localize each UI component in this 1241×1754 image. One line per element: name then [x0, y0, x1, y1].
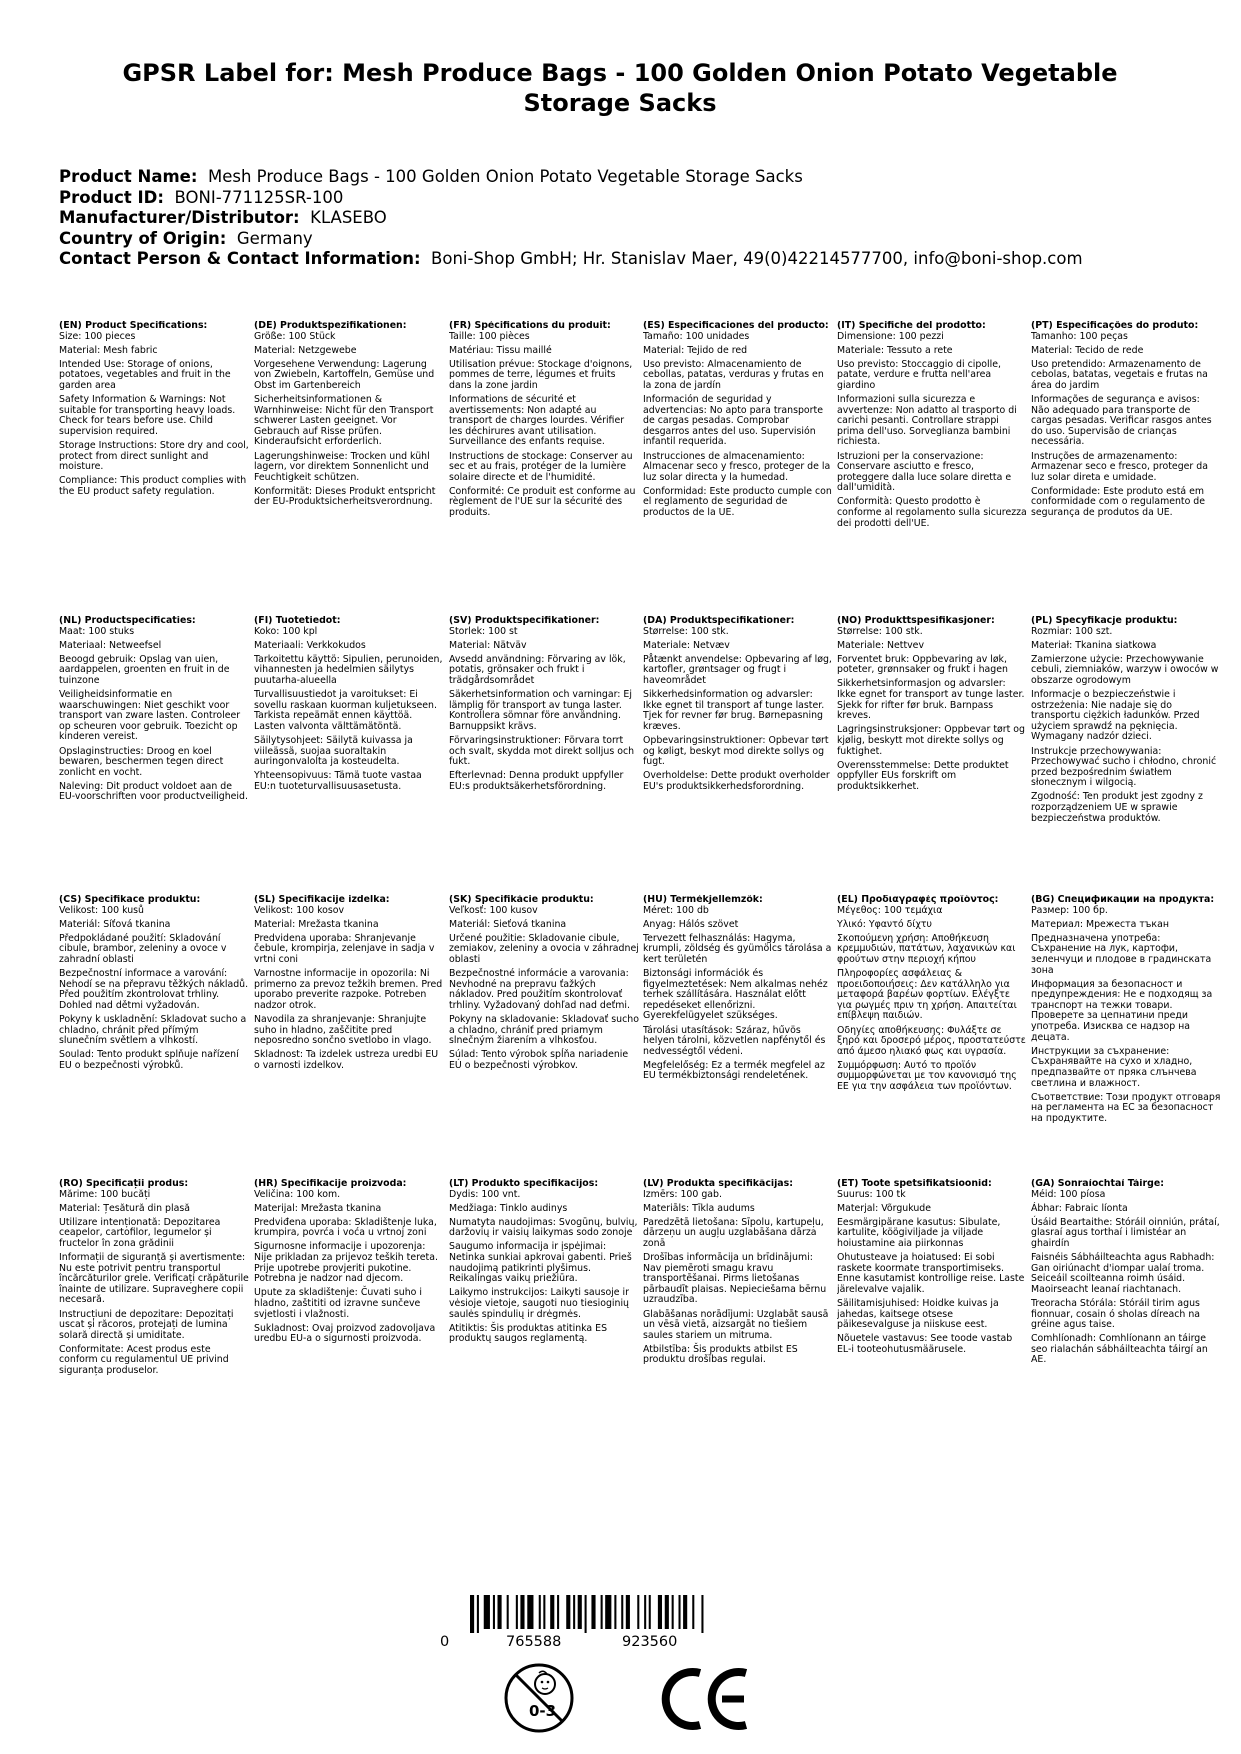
- spec-header: (EL) Προδιαγραφές προϊόντος:: [837, 895, 999, 905]
- spec-line: Konformität: Dieses Produkt entspricht der EU-Produktsicherheitsverordnung.: [254, 485, 436, 508]
- spec-line: Påtænkt anvendelse: Opbevaring af løg, kartofler, grøntsager og frugt i haveområdet: [643, 653, 832, 686]
- spec-line: Overensstemmelse: Dette produktet oppfyller EUs forskrift om produktsikkerhet.: [837, 759, 1009, 792]
- spec-line: Varnostne informacije in opozorila: Ni primerno za prevoz težkih bremen. Pred uporabo preverite razpoke. Potreben nadzor otrok.: [254, 968, 443, 1011]
- barcode-bar: [566, 1595, 570, 1629]
- spec-line: Veiligheidsinformatie en waarschuwingen: Niet geschikt voor transport van zware lasten. Controleer op scheuren voor gebruik. Toezicht op kinderen vereist.: [59, 689, 241, 743]
- spec-line: Предназначена употреба: Съхранение на лук, картофи, зеленчуци и плодове в градинската зона: [1031, 932, 1212, 976]
- spec-header: (HR) Specifikacije proizvoda:: [254, 1179, 407, 1189]
- barcode-bar: [637, 1595, 639, 1629]
- spec-line: Rozmiar: 100 szt.: [1031, 625, 1113, 637]
- spec-line: Comhlíonadh: Comhlíonann an táirge seo rialachán sábháilteachta táirgí an AE.: [1031, 1333, 1208, 1366]
- spec-block-bg: [1031, 895, 1221, 1128]
- spec-line: Medžiaga: Tinklo audinys: [449, 1202, 568, 1214]
- spec-header: (PL) Specyfikacje produktu:: [1031, 616, 1178, 626]
- spec-line: Glabāšanas norādījumi: Uzglabāt sausā un vēsā vietā, aizsargāt no tiešiem saules stariem un mitruma.: [643, 1308, 829, 1341]
- spec-block-fi: [254, 616, 444, 796]
- spec-line: Opbevaringsinstruktioner: Opbevar tørt og køligt, beskyt mod direkte sollys og fugt.: [643, 734, 829, 768]
- spec-line: Informações de segurança e avisos: Não adequado para transporte de cargas pesadas. Verificar rasgos antes do uso. Supervisão de crianças necessária.: [1031, 394, 1212, 448]
- barcode-bar: [658, 1595, 662, 1629]
- barcode-bar: [665, 1595, 669, 1629]
- spec-line: Säilytysohjeet: Säilytä kuivassa ja viileässä, suojaa suoraltakin auringonvalolta ja kosteudelta.: [254, 734, 413, 768]
- spec-line: Materiál: Sieťová tkanina: [449, 918, 567, 930]
- spec-line: Zamierzone użycie: Przechowywanie cebuli, ziemniaków, warzyw i owoców w obszarze ogrodowym: [1031, 653, 1219, 686]
- spec-line: Πληροφορίες ασφάλειας & προειδοποιήσεις: Δεν κατάλληλο για μεταφορά βαρέων φορτίων. Ελέγξτε για ρωγμές πριν τη χρήση. Απαιτείται επίβλεψη παιδιών.: [837, 968, 1017, 1022]
- barcode-bar: [692, 1595, 694, 1629]
- spec-header: (DE) Produktspezifikationen:: [254, 321, 407, 331]
- spec-line: Anyag: Hálós szövet: [643, 918, 739, 930]
- info-row: [59, 208, 1189, 229]
- spec-line: Informations de sécurité et avertissements: Non adapté au transport de charges lourdes. Vérifier les déchirures avant utilisation. Surveillance des enfants requise.: [449, 394, 625, 448]
- spec-line: Instructions de stockage: Conserver au sec et au frais, protéger de la lumière solaire directe et de l'humidité.: [449, 450, 633, 483]
- spec-line: Sigurnosne informacije i upozorenja: Nije prikladan za prijevoz teških tereta. Prije upotrebe provjeriti pukotine. Potrebna je nadzor nad djecom.: [254, 1241, 438, 1285]
- spec-line: Veľkosť: 100 kusov: [449, 904, 538, 916]
- spec-line: Pokyny na skladovanie: Skladovať sucho a chladno, chrániť pred priamym slnečným žiarením a vlhkosťou.: [449, 1013, 639, 1047]
- barcode-bar: [527, 1595, 533, 1629]
- spec-line: Avsedd användning: Förvaring av lök, potatis, grönsaker och frukt i trädgårdsområdet: [449, 653, 626, 686]
- spec-line: Säilitamisjuhised: Hoidke kuivas ja jahedas, kaitsege otsese päikesevalguse ja niiskuse eest.: [837, 1297, 999, 1331]
- spec-header: (CS) Specifikace produktu:: [59, 895, 201, 905]
- spec-block-da: [643, 616, 833, 796]
- spec-line: Sicherheitsinformationen & Warnhinweise: Nicht für den Transport schwerer Lasten geeignet. Vor Gebrauch auf Risse prüfen. Kinderaufsicht erforderlich.: [254, 394, 434, 448]
- spec-line: Matériau: Tissu maillé: [449, 344, 552, 356]
- spec-line: Yhteensopivuus: Tämä tuote vastaa EU:n tuoteturvallisuusasetusta.: [254, 770, 422, 792]
- spec-line: Μέγεθος: 100 τεμάχια: [837, 904, 943, 916]
- spec-line: Safety Information & Warnings: Not suitable for transporting heavy loads. Check for tears before use. Child supervision required.: [59, 394, 236, 437]
- barcode-bar: [557, 1595, 559, 1629]
- spec-line: Dydis: 100 vnt.: [449, 1188, 521, 1200]
- spec-line: Size: 100 pieces: [59, 330, 136, 342]
- spec-line: Tervezett felhasználás: Hagyma, krumpli, zöldség és gyümölcs tárolása a kert területén: [643, 932, 832, 965]
- spec-line: Conformità: Questo prodotto è conforme al regolamento sulla sicurezza dei prodotti dell'UE.: [837, 496, 1027, 529]
- spec-line: Numatyta naudojimas: Svogūnų, bulvių, daržovių ir vaisių laikymas sodo zonoje: [449, 1216, 638, 1239]
- spec-block-lt: [449, 1179, 639, 1348]
- spec-line: Lagringsinstruksjoner: Oppbevar tørt og kjølig, beskytt mot direkte sollys og fuktighet.: [837, 724, 1025, 757]
- spec-line: Izmērs: 100 gab.: [643, 1188, 722, 1200]
- spec-line: Storage Instructions: Store dry and cool, protect from direct sunlight and moisture.: [59, 439, 249, 473]
- barcode-bar: [585, 1595, 587, 1633]
- spec-block-el: [837, 895, 1027, 1096]
- spec-block-sl: [254, 895, 444, 1075]
- spec-line: Efterlevnad: Denna produkt uppfyller EU:s produktsäkerhetsförordning.: [449, 770, 624, 792]
- spec-line: Förvaringsinstruktioner: Förvara torrt och svalt, skydda mot direkt solljus och fukt.: [449, 734, 635, 768]
- spec-line: Biztonsági információk és figyelmeztetések: Nem alkalmas nehéz terhek szállítására. Használat előtt repedéseket ellenőrizni. Gyerekfelügyelet szükséges.: [643, 968, 828, 1022]
- spec-header: (NO) Produkttspesifikasjoner:: [837, 616, 995, 626]
- spec-line: Material: Tejido de red: [643, 344, 748, 356]
- spec-line: Intended Use: Storage of onions, potatoes, vegetables and fruit in the garden area: [59, 358, 231, 391]
- info-value: Germany: [236, 228, 313, 248]
- info-row: [59, 249, 1189, 270]
- spec-line: Material: Netzgewebe: [254, 344, 357, 356]
- spec-line: Conformité: Ce produit est conforme au règlement de l'UE sur la sécurité des produits.: [449, 485, 636, 518]
- spec-line: Sikkerhetsinformasjon og advarsler: Ikke egnet for transport av tunge laster. Sjekk for rifter før bruk. Barnpass kreves.: [837, 678, 1025, 722]
- spec-block-nl: [59, 616, 249, 807]
- spec-line: Upute za skladištenje: Čuvati suho i hladno, zaštititi od izravne sunčeve svjetlosti i vlažnosti.: [254, 1287, 422, 1320]
- spec-line: Instrukcje przechowywania: Przechowywać sucho i chłodno, chronić przed bezpośrednim światłem słonecznym i wilgocią.: [1031, 745, 1217, 789]
- spec-line: Conformidad: Este producto cumple con el reglamento de seguridad de productos de la UE.: [643, 485, 832, 518]
- spec-block-ro: [59, 1179, 249, 1380]
- spec-header: (FR) Spécifications du produit:: [449, 321, 611, 331]
- spec-block-et: [837, 1179, 1027, 1359]
- barcode-middle-digits: 765588: [506, 1634, 562, 1650]
- barcode-bar: [683, 1595, 687, 1629]
- barcode-bar: [493, 1595, 495, 1629]
- spec-line: Megfelelőség: Ez a termék megfelel az EU termékbiztonsági rendeletének.: [643, 1059, 825, 1082]
- barcode-bar: [543, 1595, 545, 1629]
- spec-line: Atbilstība: Šis produkts atbilst ES produktu drošības regulai.: [643, 1343, 798, 1366]
- spec-line: Veličina: 100 kom.: [254, 1188, 341, 1200]
- spec-header: (SK) Špecifikácie produktu:: [449, 895, 594, 905]
- info-label: Country of Origin:: [59, 228, 227, 248]
- barcode-bar: [507, 1595, 509, 1629]
- spec-line: Bezpečnostní informace a varování: Nehodí se na přepravu těžkých nákladů. Před použitím zkontrolovat trhliny. Dohled nad dětmi vyžadován.: [59, 968, 249, 1011]
- barcode-bar: [484, 1595, 490, 1629]
- spec-line: Zgodność: Ten produkt jest zgodny z rozporządzeniem UE w sprawie bezpieczeństwa produktów.: [1031, 791, 1203, 824]
- spec-line: Informazioni sulla sicurezza e avvertenze: Non adatto al trasporto di carichi pesanti. Controllare strappi prima dell'uso. Sorveglianza bambini richiesta.: [837, 394, 1017, 448]
- barcode-bar: [470, 1595, 474, 1633]
- spec-line: Materiaal: Netweefsel: [59, 639, 162, 651]
- info-value: Mesh Produce Bags - 100 Golden Onion Potato Vegetable Storage Sacks: [207, 167, 803, 186]
- info-row: [59, 188, 1189, 209]
- spec-line: Bezpečnostné informácie a varovania: Nevhodné na prepravu ťažkých nákladov. Pred použitím skontrolovať trhliny. Vyžadovaný dohľad nad deťmi.: [449, 968, 631, 1011]
- spec-line: Informacje o bezpieczeństwie i ostrzeżenia: Nie nadaje się do transportu ciężkich ładunków. Przed użyciem sprawdź na pęknięcia. Wymagany nadzór dzieci.: [1031, 689, 1200, 743]
- spec-line: Materiāls: Tīkla audums: [643, 1202, 755, 1214]
- spec-header: (LT) Produkto specifikacijos:: [449, 1179, 599, 1189]
- page-title: GPSR Label for: Mesh Produce Bags - 100 Golden Onion Potato Vegetable Storage Sacks: [122, 59, 1118, 117]
- barcode-bar: [605, 1595, 611, 1629]
- spec-line: Taille: 100 pièces: [449, 330, 530, 342]
- spec-line: Información de seguridad y advertencias: No apto para transporte de cargas pesadas. Comprobar desgarros antes del uso. Supervisión infantil requerida.: [643, 394, 823, 448]
- spec-line: Material: Mrežasta tkanina: [254, 918, 379, 930]
- spec-block-no: [837, 616, 1027, 796]
- spec-block-hu: [643, 895, 833, 1086]
- spec-line: Uso previsto: Almacenamiento de cebollas, patatas, verduras y frutas en la zona de jardín: [643, 358, 824, 391]
- spec-header: (GA) Sonraíochtaí Táirge:: [1031, 1179, 1164, 1189]
- spec-line: Material: Tecido de rede: [1031, 344, 1144, 356]
- spec-line: Ábhar: Fabraic líonta: [1031, 1202, 1128, 1214]
- barcode-bar: [573, 1595, 575, 1629]
- spec-line: Nõuetele vastavus: See toode vastab EL-i tooteohutusmäärusele.: [837, 1333, 1013, 1355]
- spec-block-en: [59, 321, 249, 501]
- spec-line: Tarkoitettu käyttö: Sipulien, perunoiden, vihannesten ja hedelmien säilytys puutarha-alueella: [254, 653, 443, 686]
- spec-line: Størrelse: 100 stk.: [643, 625, 729, 637]
- spec-line: Atitiktis: Šis produktas atitinka ES produktų saugos reglamentą.: [449, 1322, 608, 1345]
- spec-block-es: [643, 321, 833, 522]
- spec-block-pl: [1031, 616, 1221, 828]
- spec-line: Úsáid Beartaithe: Stóráil oinniún, prátaí, glasraí agus torthaí i limistéar an ghairdín: [1031, 1216, 1220, 1249]
- info-label: Contact Person & Contact Information:: [59, 249, 421, 268]
- spec-block-de: [254, 321, 444, 512]
- spec-line: Οδηγίες αποθήκευσης: Φυλάξτε σε ξηρό και δροσερό μέρος, προστατεύστε από άμεσο ηλιακό φως και υγρασία.: [837, 1024, 1026, 1057]
- spec-line: Maat: 100 stuks: [59, 625, 135, 637]
- spec-line: Utilisation prévue: Stockage d'oignons, pommes de terre, légumes et fruits dans la zone jardin: [449, 358, 633, 391]
- spec-line: Instrucțiuni de depozitare: Depozitați uscat și răcoros, protejați de lumina solară directă și umiditate.: [59, 1308, 234, 1341]
- spec-line: Eesmärgipärane kasutus: Sibulate, kartulite, köögiviljade ja viljade hoiustamine aia piirkonnas: [837, 1216, 1001, 1249]
- barcode-bar: [601, 1595, 603, 1629]
- product-info: [59, 167, 1189, 270]
- barcode-bar: [520, 1595, 524, 1629]
- spec-line: Instruções de armazenamento: Armazenar seco e fresco, proteger da luz solar direta e umidade.: [1031, 450, 1208, 483]
- spec-header: (FI) Tuotetiedot:: [254, 616, 341, 626]
- spec-line: Materiale: Nettvev: [837, 639, 924, 651]
- barcode-bar: [679, 1595, 681, 1629]
- spec-line: Материал: Мрежеста тъкан: [1031, 918, 1169, 930]
- spec-block-sk: [449, 895, 639, 1075]
- spec-block-hr: [254, 1179, 444, 1348]
- spec-line: Instrucciones de almacenamiento: Almacenar seco y fresco, proteger de la luz solar directa y la humedad.: [643, 450, 831, 483]
- barcode-bar: [614, 1595, 616, 1629]
- spec-line: Dimensione: 100 pezzi: [837, 330, 944, 342]
- info-value: KLASEBO: [310, 208, 387, 227]
- barcode-bar: [649, 1595, 651, 1629]
- barcode-bar: [477, 1595, 479, 1633]
- spec-header: (SV) Produktspecifikationer:: [449, 616, 600, 626]
- spec-line: Materiale: Netvæv: [643, 639, 730, 651]
- spec-header: (PT) Especificações do produto:: [1031, 321, 1199, 331]
- spec-block-it: [837, 321, 1027, 533]
- spec-header: (ET) Toote spetsifikatsioonid:: [837, 1179, 992, 1189]
- spec-line: Tamaño: 100 unidades: [643, 330, 750, 342]
- spec-line: Opslaginstructies: Droog en koel bewaren, beschermen tegen direct zonlicht en vocht.: [59, 745, 224, 778]
- spec-line: Určené použitie: Skladovanie cibule, zemiakov, zeleniny a ovocia v záhradnej oblasti: [449, 932, 639, 965]
- barcode-left-digit: 0: [440, 1634, 450, 1650]
- barcode-bar: [539, 1595, 541, 1629]
- spec-line: Materijal: Mrežasta tkanina: [254, 1202, 382, 1214]
- ce-mark-icon: [660, 1665, 752, 1733]
- barcode-bar: [626, 1595, 630, 1629]
- info-label: Product ID:: [59, 187, 164, 207]
- spec-header: (RO) Specificații produs:: [59, 1179, 189, 1189]
- spec-header: (SL) Specifikacije izdelka:: [254, 895, 390, 905]
- spec-block-ga: [1031, 1179, 1221, 1370]
- spec-line: Mărime: 100 bucăți: [59, 1188, 151, 1200]
- barcode-bar: [621, 1595, 623, 1629]
- spec-line: Инструкции за съхранение: Съхранявайте на сухо и хладно, предпазвайте от пряка слънчева светлина и влажност.: [1031, 1045, 1197, 1089]
- spec-block-fr: [449, 321, 639, 522]
- spec-header: (EN) Product Specifications:: [59, 321, 208, 331]
- spec-line: Forventet bruk: Oppbevaring av løk, poteter, grønnsaker og frukt i hagen: [837, 653, 1008, 676]
- spec-line: Größe: 100 Stück: [254, 330, 336, 342]
- spec-line: Faisnéis Sábháilteachta agus Rabhadh: Gan oiriúnacht d'iompar ualaí troma. Seiceáil scoilteanna roimh úsáid. Maoirseacht leanaí riachtanach.: [1031, 1252, 1215, 1295]
- spec-line: Информация за безопасност и предупреждения: Не е подходящ за транспорт на тежки товари. Проверете за цепнатини преди употреба. Изисква се надзор на децата.: [1031, 978, 1213, 1043]
- spec-block-lv: [643, 1179, 833, 1370]
- spec-line: Material: Țesătură din plasă: [59, 1202, 190, 1214]
- spec-line: Conformitate: Acest produs este conform cu regulamentul UE privind siguranța produselor.: [59, 1343, 229, 1376]
- spec-line: Material: Mesh fabric: [59, 344, 158, 356]
- spec-block-pt: [1031, 321, 1221, 522]
- info-label: Product Name:: [59, 167, 198, 186]
- spec-line: Sukladnost: Ovaj proizvod zadovoljava uredbu EU-a o sigurnosti proizvoda.: [254, 1322, 436, 1345]
- spec-line: Skladnost: Ta izdelek ustreza uredbi EU o varnosti izdelkov.: [254, 1049, 439, 1071]
- spec-header: (NL) Productspecificaties:: [59, 616, 196, 626]
- spec-header: (IT) Specifiche del prodotto:: [837, 321, 986, 331]
- spec-line: Materjal: Võrgukude: [837, 1202, 932, 1214]
- spec-line: Predviđena uporaba: Skladištenje luka, krumpira, povrća i voća u vrtnoj zoni: [254, 1216, 437, 1239]
- spec-line: Suurus: 100 tk: [837, 1188, 906, 1200]
- spec-line: Beoogd gebruik: Opslag van uien, aardappelen, groenten en fruit in de tuinzone: [59, 653, 230, 686]
- spec-line: Předpokládané použití: Skladování cibule, brambor, zeleniny a ovoce v zahradní oblasti: [59, 932, 227, 965]
- spec-line: Predvidena uporaba: Shranjevanje čebule, krompirja, zelenjave in sadja v vrtni coni: [254, 932, 435, 965]
- spec-header: (HU) Termékjellemzők:: [643, 895, 763, 905]
- spec-line: Materiál: Síťová tkanina: [59, 918, 171, 930]
- barcode-bar: [516, 1595, 518, 1629]
- spec-line: Súlad: Tento výrobok spĺňa nariadenie EÚ o bezpečnosti výrobkov.: [449, 1049, 629, 1071]
- spec-line: Σκοπούμενη χρήση: Αποθήκευση κρεμμυδιών, πατάτων, λαχανικών και φρούτων στην περιοχή κήπου: [837, 932, 1016, 965]
- spec-line: Méid: 100 píosa: [1031, 1188, 1106, 1200]
- info-value: BONI-771125SR-100: [174, 187, 344, 207]
- spec-line: Velikost: 100 kosov: [254, 904, 345, 916]
- spec-line: Soulad: Tento produkt splňuje nařízení EU o bezpečnosti výrobků.: [59, 1049, 239, 1071]
- spec-line: Lagerungshinweise: Trocken und kühl lagern, vor direktem Sonnenlicht und Feuchtigkeit schützen.: [254, 450, 430, 483]
- info-value: Boni-Shop GmbH; Hr. Stanislav Maer, 49(0)42214577700, info@boni-shop.com: [431, 249, 1083, 268]
- spec-block-sv: [449, 616, 639, 796]
- spec-line: Informații de siguranță și avertismente: Nu este potrivit pentru transportul încărcăturilor grele. Verificați crăpăturile înainte de utilizare. Supraveghere copii necesară.: [59, 1252, 249, 1306]
- spec-line: Turvallisuustiedot ja varoitukset: Ei sovellu raskaan kuorman kuljetukseen. Tarkista repeämät ennen käyttöä. Lasten valvonta välttämätöntä.: [254, 689, 437, 732]
- spec-line: Størrelse: 100 stk.: [837, 625, 923, 637]
- barcode-bar: [550, 1595, 554, 1629]
- info-row: [59, 229, 1189, 250]
- spec-line: Materiale: Tessuto a rete: [837, 344, 953, 356]
- spec-line: Compliance: This product complies with the EU product safety regulation.: [59, 475, 247, 497]
- spec-line: Paredzētā lietošana: Sīpolu, kartupeļu, dārzeņu un augļu uzglabāšana dārza zonā: [643, 1216, 824, 1249]
- spec-line: Material: Nätväv: [449, 639, 527, 651]
- spec-line: Uso pretendido: Armazenamento de cebolas, batatas, vegetais e frutas na área do jardim: [1031, 358, 1208, 391]
- spec-line: Overholdelse: Dette produkt overholder EU's produktsikkerhedsforordning.: [643, 770, 830, 792]
- spec-block-cs: [59, 895, 249, 1075]
- barcode: [468, 1595, 708, 1633]
- barcode-bar: [701, 1595, 703, 1633]
- spec-line: Vorgesehene Verwendung: Lagerung von Zwiebeln, Kartoffeln, Gemüse und Obst im Gartenbereich: [254, 358, 435, 391]
- spec-line: Съответствие: Този продукт отговаря на регламента на ЕС за безопасност на продуктите.: [1031, 1091, 1221, 1124]
- spec-line: Tárolási utasítások: Száraz, hűvös helyen tárolni, közvetlen napfénytől és nedvességtől védeni.: [643, 1024, 826, 1057]
- spec-line: Utilizare intenționată: Depozitarea ceapelor, cartofilor, legumelor și fructelor în zona grădinii: [59, 1216, 221, 1249]
- spec-header: (BG) Спецификации на продукта:: [1031, 895, 1215, 905]
- spec-line: Navodila za shranjevanje: Shranjujte suho in hladno, zaščitite pred neposredno sončno svetlobo in vlago.: [254, 1013, 432, 1047]
- spec-header: (ES) Especificaciones del producto:: [643, 321, 829, 331]
- barcode-bar: [672, 1595, 674, 1629]
- spec-line: Pokyny k uskladnění: Skladovat sucho a chladno, chránit před přímým slunečním světlem a vlhkostí.: [59, 1013, 247, 1047]
- spec-line: Tamanho: 100 peças: [1031, 330, 1128, 342]
- spec-line: Conformidade: Este produto está em conformidade com o regulamento de segurança de produtos da UE.: [1031, 485, 1206, 518]
- spec-line: Размер: 100 бр.: [1031, 904, 1108, 916]
- spec-line: Treoracha Stórála: Stóráil tirim agus fionnuar, cosain ó sholas díreach na gréine agus taise.: [1031, 1297, 1201, 1331]
- spec-line: Saugumo informacija ir įspėjimai: Netinka sunkiai apkrovai gabenti. Prieš naudojimą patikrinti plyšimus. Reikalingas vaikų priežiūra.: [449, 1241, 632, 1285]
- spec-line: Materiaali: Verkkokudos: [254, 639, 366, 651]
- spec-line: Ohutusteave ja hoiatused: Ei sobi raskete koormate transportimiseks. Enne kasutamist kontrollige reise. Laste järelevalve vajalik.: [837, 1252, 1025, 1295]
- barcode-right-digits: 923560: [622, 1634, 678, 1650]
- spec-header: (DA) Produktspecifikationer:: [643, 616, 795, 626]
- spec-line: Méret: 100 db: [643, 904, 709, 916]
- spec-line: Koko: 100 kpl: [254, 625, 318, 637]
- spec-line: Storlek: 100 st: [449, 625, 518, 637]
- age-icon-text: 0-3: [529, 1702, 557, 1720]
- barcode-bar: [644, 1595, 646, 1629]
- spec-line: Drošības informācija un brīdinājumi: Nav piemēroti smagu kravu transportēšanai. Pirms lietošanas pārbaudīt plaisas. Nepieciešama bērnu uzraudzība.: [643, 1252, 827, 1306]
- info-label: Manufacturer/Distributor:: [59, 208, 300, 227]
- spec-line: Υλικό: Υφαντό δίχτυ: [837, 918, 932, 930]
- not-for-children-0-3-icon: [503, 1662, 575, 1734]
- spec-line: Uso previsto: Stoccaggio di cipolle, patate, verdure e frutta nell'area giardino: [837, 358, 1001, 391]
- spec-line: Säkerhetsinformation och varningar: Ej lämplig för transport av tunga laster. Kontrollera sömnar före användning. Barnuppsikt krävs.: [449, 689, 632, 732]
- barcode-bar: [497, 1595, 501, 1629]
- spec-line: Συμμόρφωση: Αυτό το προϊόν συμμορφώνεται με τον κανονισμό της ΕΕ για την ασφάλεια των προϊόντων.: [837, 1059, 1017, 1092]
- spec-header: (LV) Produkta specifikācijas:: [643, 1179, 793, 1189]
- spec-line: Velikost: 100 kusů: [59, 904, 144, 916]
- spec-line: Materiał: Tkanina siatkowa: [1031, 639, 1157, 651]
- barcode-bar: [591, 1595, 595, 1629]
- spec-line: Sikkerhedsinformation og advarsler: Ikke egnet til transport af tunge laster. Tjek for revner før brug. Børnepasning kræves.: [643, 689, 825, 732]
- info-row: [59, 167, 1189, 188]
- barcode-bar: [578, 1595, 582, 1629]
- spec-line: Istruzioni per la conservazione: Conservare asciutto e fresco, proteggere dalla luce solare diretta e dall'umidità.: [837, 450, 1012, 494]
- spec-line: Naleving: Dit product voldoet aan de EU-voorschriften voor productveiligheid.: [59, 780, 248, 803]
- spec-line: Laikymo instrukcijos: Laikyti sausoje ir vėsioje vietoje, saugoti nuo tiesioginių saulės spindulių ir drėgmės.: [449, 1287, 629, 1320]
